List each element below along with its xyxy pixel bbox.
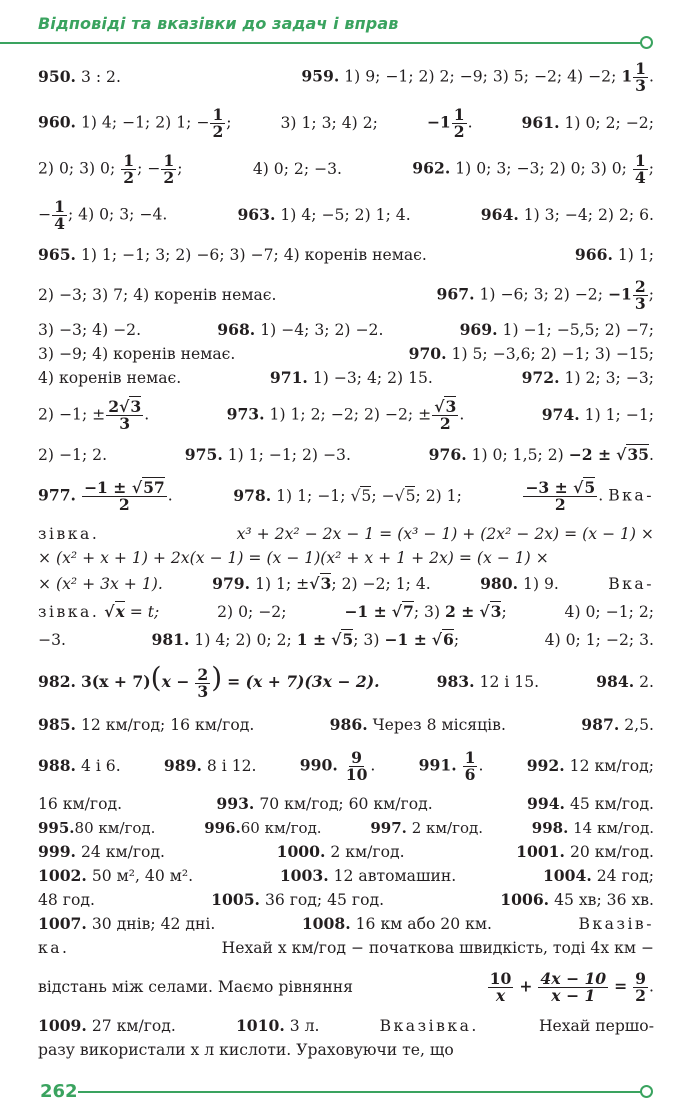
text-line: 977. $\frac{-1 \pm √57}{2}$ . 978. 1) 1; −1; √5; −√5; 2) 1; $\frac{-3 \pm √5}{2}$ . Вка- [38,477,654,514]
text-line: − $\frac{1}{4}$ ; 4) 0; 3; −4. 963. 1) 4; −5; 2) 1; 4. 964. 1) 3; −4; 2) 2; 6. [38,196,654,233]
text-line: зівка. √x = t; 2) 0; −2; −1 ± √7; 3) 2 ± √3; 4) 0; −1; 2; [38,602,654,621]
text-line: 999. 24 км/год. 1000. 2 км/год. 1001. 20 км/год. [38,842,654,861]
page-number: 262 [40,1081,78,1102]
text-line: 1007. 30 днів; 42 дні. 1008. 16 км або 20 км. Вказів- [38,914,654,933]
text-line: 960. 1) 4; −1; 2) 1; − $\frac{1}{2}$ ; 3) 1; 3; 4) 2; −1 $\frac{1}{2}$ . 961. 1) 0; 2; −2; [38,104,654,141]
text-line: × (x² + 3x + 1). 979. 1) 1; ±√3; 2) −2; 1; 4. 980. 1) 9. Вка- [38,574,654,593]
text-line: 1009. 27 км/год. 1010. 3 л. Вказівка. Нехай першо- [38,1016,654,1035]
text-line: 2) −3; 3) 7; 4) коренів немає. 967. 1) −6; 3; 2) −2; −1 $\frac{2}{3}$ ; [38,276,654,313]
text-line: 950. 3 : 2. 959. 1) 9; −1; 2) 2; −9; 3) 5; −2; 4) −2; 1 $\frac{1}{3}$ . [38,58,654,95]
text-line: 48 год. 1005. 36 год; 45 год. 1006. 45 хв; 36 хв. [38,890,654,909]
text-line: 2) 0; 3) 0; $\frac{1}{2}$ ; − $\frac{1}{2}$ ; 4) 0; 2; −3. 962. 1) 0; 3; −3; 2) 0; 3) 0; $\frac{1}{4}$ ; [38,150,654,187]
footer-rule-end-icon [640,1085,653,1098]
text-line: відстань між селами. Маємо рівняння $\frac{10}{x}$ + $\frac{4x - 10}{x - 1}$ = $\frac{9}{2}$ . [38,968,654,1005]
text-line: 3) −3; 4) −2. 968. 1) −4; 3; 2) −2. 969. 1) −1; −5,5; 2) −7; [38,320,654,339]
text-line: зівка. x³ + 2x² − 2x − 1 = (x³ − 1) + (2x² − 2x) = (x − 1) × [38,525,654,543]
header-rule-end-icon [640,36,653,49]
text-line: 4) коренів немає. 971. 1) −3; 4; 2) 15. 972. 1) 2; 3; −3; [38,368,654,387]
text-line: −3. 981. 1) 4; 2) 0; 2; 1 ± √5; 3) −1 ± √6; 4) 0; 1; −2; 3. [38,630,654,649]
text-line: 1002. 50 м², 40 м². 1003. 12 автомашин. 1004. 24 год; [38,866,654,885]
text-line: 3) −9; 4) коренів немає. 970. 1) 5; −3,6; 2) −1; 3) −15; [38,344,654,363]
text-line: 2) −1; 2. 975. 1) 1; −1; 2) −3. 976. 1) 0; 1,5; 2) −2 ± √35. [38,445,654,464]
text-line: 995.80 км/год. 996.60 км/год. 997. 2 км/год. 998. 14 км/год. [38,819,654,837]
text-line: ка. Нехай x км/год − початкова швидкість, тоді 4x км − [38,939,654,957]
text-line: 965. 1) 1; −1; 3; 2) −6; 3) −7; 4) коренів немає. 966. 1) 1; [38,245,654,264]
text-line: 2) −1; ± $\frac{2√3}{3}$ . 973. 1) 1; 2; −2; 2) −2; ± $\frac{√3}{2}$ . 974. 1) 1; −1; [38,396,654,433]
text-line: 985. 12 км/год; 16 км/год. 986. Через 8 місяців. 987. 2,5. [38,715,654,734]
header-title: Відповіді та вказівки до задач і вправ [38,14,399,33]
answers-text [38,54,654,1062]
text-line: 982. 3(x + 7)(x − $\frac{2}{3}$ ) = (x + 7)(3x − 2). 983. 12 і 15. 984. 2. [38,661,654,701]
text-line: разу використали x л кислоти. Ураховуючи те, що [38,1041,454,1059]
text-line: 988. 4 і 6. 989. 8 і 12. 990. $\frac{9}{10}$ . 991. $\frac{1}{6}$ . 992. 12 км/год; [38,747,654,784]
text-line: × (x² + x + 1) + 2x(x − 1) = (x − 1)(x² + x + 1 + 2x) = (x − 1) × [38,549,549,567]
text-line: 16 км/год. 993. 70 км/год; 60 км/год. 994. 45 км/год. [38,794,654,813]
footer-rule [78,1091,642,1093]
header-rule [0,42,642,44]
